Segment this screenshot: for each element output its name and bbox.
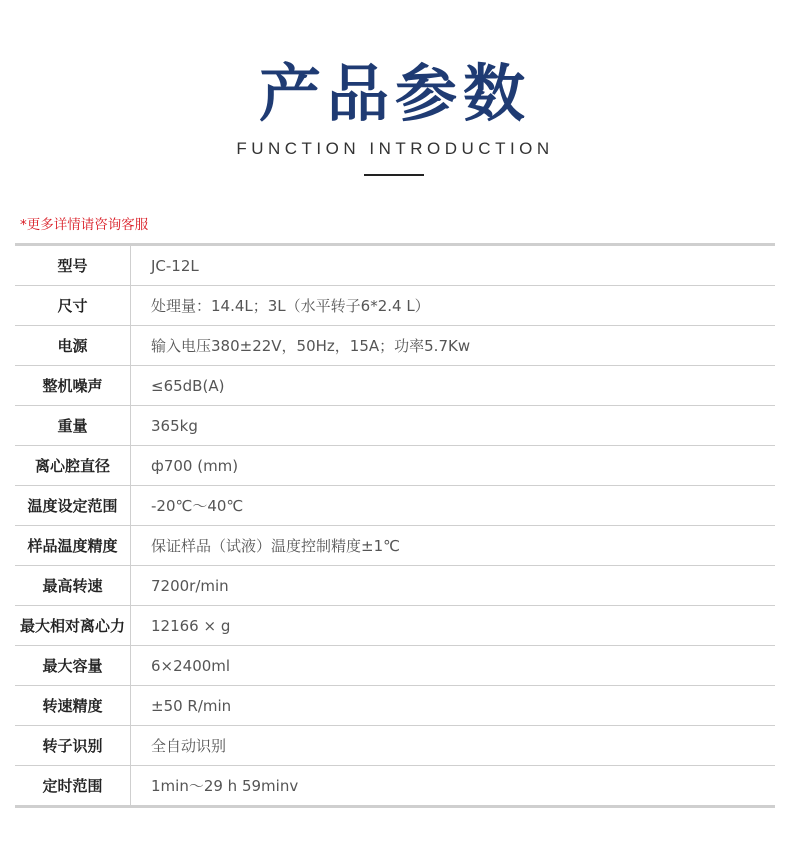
spec-value: 全自动识别: [151, 737, 227, 755]
spec-row: [15, 485, 775, 525]
spec-label: 型号: [15, 246, 131, 285]
spec-label: 转子识别: [15, 726, 131, 765]
spec-value: ±50 R/min: [151, 696, 232, 715]
spec-table: [15, 243, 775, 808]
spec-row: [15, 645, 775, 685]
spec-label: 转速精度: [15, 686, 131, 725]
spec-label: 离心腔直径: [15, 446, 131, 485]
title-divider: [364, 174, 424, 176]
spec-label: 重量: [15, 406, 131, 445]
spec-row: [15, 525, 775, 565]
spec-row: [15, 605, 775, 645]
spec-label: 整机噪声: [15, 366, 131, 405]
contact-note: *更多详情请咨询客服: [20, 217, 149, 233]
spec-row: [15, 685, 775, 725]
page-title: 产品参数: [258, 57, 531, 130]
page-subtitle: FUNCTION INTRODUCTION: [236, 139, 554, 158]
spec-label: 尺寸: [15, 286, 131, 325]
spec-value: 处理量：14.4L；3L（水平转子6*2.4 L）: [151, 297, 430, 315]
spec-row: [15, 285, 775, 325]
spec-value: 1min～29 h 59minv: [151, 777, 299, 795]
spec-value: 12166 × g: [151, 616, 231, 635]
spec-value: -20℃～40℃: [151, 497, 244, 515]
spec-row: [15, 246, 775, 285]
spec-value: 365kg: [151, 416, 198, 435]
spec-label: 电源: [15, 326, 131, 365]
spec-value: 保证样品（试液）温度控制精度±1℃: [151, 537, 400, 555]
spec-row: [15, 565, 775, 605]
spec-label: 最大相对离心力: [15, 606, 131, 645]
spec-label: 样品温度精度: [15, 526, 131, 565]
spec-value: JC-12L: [151, 256, 199, 275]
spec-value: ф700 (mm): [151, 456, 239, 475]
spec-row: [15, 405, 775, 445]
spec-value: ≤65dB(A): [151, 376, 225, 395]
spec-label: 定时范围: [15, 766, 131, 805]
spec-label: 温度设定范围: [15, 486, 131, 525]
spec-row: [15, 365, 775, 405]
spec-row: [15, 765, 775, 805]
spec-row: [15, 725, 775, 765]
spec-value: 6×2400ml: [151, 656, 231, 675]
spec-row: [15, 325, 775, 365]
spec-label: 最大容量: [15, 646, 131, 685]
spec-label: 最高转速: [15, 566, 131, 605]
spec-row: [15, 445, 775, 485]
spec-value: 输入电压380±22V，50Hz，15A；功率5.7Kw: [151, 337, 471, 355]
spec-value: 7200r/min: [151, 576, 229, 595]
